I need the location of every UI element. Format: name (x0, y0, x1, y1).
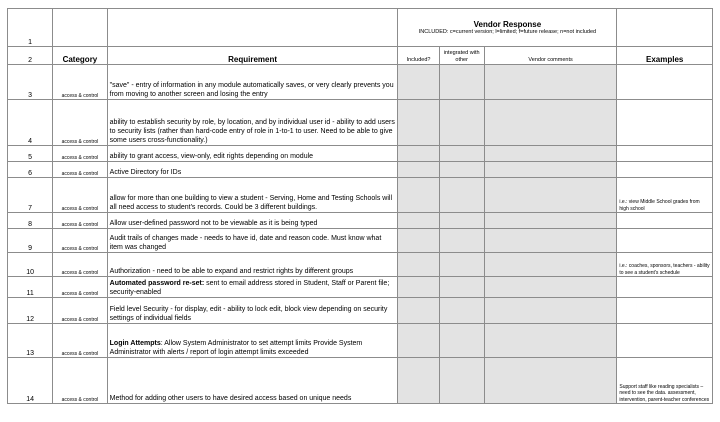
row-number: 6 (8, 162, 53, 178)
table-row (8, 213, 713, 229)
example-cell (617, 298, 713, 324)
integrated-cell[interactable] (439, 298, 484, 324)
category-cell: access & control (53, 213, 107, 229)
integrated-cell[interactable] (439, 324, 484, 358)
category-cell: access & control (53, 253, 107, 277)
requirement-bold-text: Automated password re-set: (109, 280, 205, 287)
vendor-comments-cell[interactable] (484, 358, 617, 404)
row-number: 3 (8, 65, 53, 100)
included-cell[interactable] (398, 324, 439, 358)
integrated-cell[interactable] (439, 358, 484, 404)
integrated-cell[interactable] (439, 65, 484, 100)
vendor-comments-cell[interactable] (484, 213, 617, 229)
table-row (8, 162, 713, 178)
row-number: 10 (8, 253, 53, 277)
category-cell: access & control (53, 324, 107, 358)
requirement-cell (107, 65, 398, 100)
included-cell[interactable] (398, 65, 439, 100)
included-cell[interactable] (398, 358, 439, 404)
row-number: 12 (8, 298, 53, 324)
requirement-text: Method for adding other users to have desired access based on unique needs (109, 395, 352, 402)
example-cell: i.e.: coaches, sponsors, teachers - ability to see a student's schedule (617, 253, 713, 277)
table-row (8, 324, 713, 358)
header-row-1 (8, 9, 713, 47)
included-cell[interactable] (398, 146, 439, 162)
integrated-cell[interactable] (439, 146, 484, 162)
category-cell: access & control (53, 277, 107, 298)
integrated-header: integrated with other (439, 47, 484, 65)
included-cell[interactable] (398, 162, 439, 178)
requirements-table (7, 8, 713, 404)
requirement-bold-text: Login Attempts (109, 340, 161, 347)
vendor-response-note: INCLUDED: c=current version; l=limited; f=future release; n=not included (418, 28, 597, 35)
examples-header: Examples (617, 47, 713, 65)
category-cell: access & control (53, 178, 107, 213)
row-number: 8 (8, 213, 53, 229)
table-row (8, 253, 713, 277)
requirement-cell (107, 213, 398, 229)
example-cell (617, 65, 713, 100)
requirement-text: ability to establish security by role, by location, and by individual user id - ability to add users to security lists (rather than hard-code entry of role in 1-to-1 to user. Need to be able to give some users cross-functionality.) (109, 119, 395, 144)
included-cell[interactable] (398, 298, 439, 324)
table-row (8, 178, 713, 213)
row-number: 1 (8, 9, 53, 47)
example-cell: Support staff like reading specialists – need to see the data. assessment, intervention, parent-teacher conferences (617, 358, 713, 404)
category-cell: access & control (53, 358, 107, 404)
included-cell[interactable] (398, 253, 439, 277)
requirement-text: Authorization - need to be able to expand and restrict rights by different groups (109, 268, 354, 275)
integrated-cell[interactable] (439, 213, 484, 229)
row-number: 9 (8, 229, 53, 253)
table-row (8, 358, 713, 404)
integrated-cell[interactable] (439, 178, 484, 213)
vendor-comments-cell[interactable] (484, 100, 617, 146)
row-number: 4 (8, 100, 53, 146)
included-cell[interactable] (398, 178, 439, 213)
requirement-text: Field level Security - for display, edit - ability to lock edit, block view depending on security settings of individual fields (109, 306, 388, 322)
requirement-text: Active Directory for IDs (109, 169, 182, 176)
example-cell (617, 146, 713, 162)
row-number: 7 (8, 178, 53, 213)
table-row (8, 298, 713, 324)
included-cell[interactable] (398, 277, 439, 298)
included-cell[interactable] (398, 213, 439, 229)
example-cell (617, 324, 713, 358)
vendor-comments-cell[interactable] (484, 253, 617, 277)
vendor-comments-cell[interactable] (484, 146, 617, 162)
requirement-cell (107, 358, 398, 404)
category-cell: access & control (53, 162, 107, 178)
table-row (8, 65, 713, 100)
table-row (8, 146, 713, 162)
integrated-cell[interactable] (439, 253, 484, 277)
example-cell (617, 100, 713, 146)
category-cell: access & control (53, 298, 107, 324)
header-row-2 (8, 47, 713, 65)
requirement-text: Audit trails of changes made - needs to have id, date and reason code. Must know what item was changed (109, 235, 382, 251)
integrated-cell[interactable] (439, 100, 484, 146)
requirement-cell (107, 253, 398, 277)
included-cell[interactable] (398, 229, 439, 253)
vendor-comments-header: Vendor comments (484, 47, 617, 65)
integrated-cell[interactable] (439, 277, 484, 298)
vendor-comments-cell[interactable] (484, 277, 617, 298)
requirement-cell (107, 229, 398, 253)
integrated-cell[interactable] (439, 229, 484, 253)
integrated-cell[interactable] (439, 162, 484, 178)
vendor-comments-cell[interactable] (484, 324, 617, 358)
row-number: 2 (8, 47, 53, 65)
example-cell: i.e.: view Middle School grades from high school (617, 178, 713, 213)
row-number: 11 (8, 277, 53, 298)
requirement-text: "save" - entry of information in any module automatically saves, or very clearly prevents you from moving to another screen and losing the entry (109, 82, 394, 98)
category-cell: access & control (53, 65, 107, 100)
table-row (8, 100, 713, 146)
vendor-comments-cell[interactable] (484, 298, 617, 324)
example-cell (617, 162, 713, 178)
example-cell (617, 213, 713, 229)
row-number: 14 (8, 358, 53, 404)
vendor-comments-cell[interactable] (484, 65, 617, 100)
example-cell (617, 277, 713, 298)
requirement-header: Requirement (107, 47, 398, 65)
category-cell: access & control (53, 229, 107, 253)
vendor-comments-cell[interactable] (484, 229, 617, 253)
vendor-comments-cell[interactable] (484, 162, 617, 178)
requirement-text: ability to grant access, view-only, edit rights depending on module (109, 153, 314, 160)
table-row (8, 277, 713, 298)
requirement-text: Allow user-defined password not to be viewable as it is being typed (109, 220, 318, 227)
requirement-text: allow for more than one building to view a student - Serving, Home and Testing Schools will all need access to student's records. Could be 3 different buildings. (109, 195, 393, 211)
requirement-cell (107, 324, 398, 358)
row-number: 5 (8, 146, 53, 162)
requirement-cell (107, 277, 398, 298)
requirement-text: : Allow System Administrator to set attempt limits Provide System Administrator with alerts / report of login attempt limits exceeded (109, 340, 363, 356)
vendor-response-title: Vendor Response (473, 19, 542, 29)
category-cell: access & control (53, 100, 107, 146)
row-number: 13 (8, 324, 53, 358)
included-cell[interactable] (398, 100, 439, 146)
included-header: Included? (398, 47, 439, 65)
requirement-cell (107, 298, 398, 324)
requirement-cell (107, 162, 398, 178)
category-cell: access & control (53, 146, 107, 162)
category-header: Category (53, 47, 107, 65)
requirement-cell (107, 178, 398, 213)
requirement-text: sent to email address stored in Student, Staff or Parent file; security-enabled (109, 280, 390, 296)
vendor-comments-cell[interactable] (484, 178, 617, 213)
requirement-cell (107, 146, 398, 162)
table-row (8, 229, 713, 253)
requirement-cell (107, 100, 398, 146)
vendor-response-header (398, 9, 617, 47)
example-cell (617, 229, 713, 253)
